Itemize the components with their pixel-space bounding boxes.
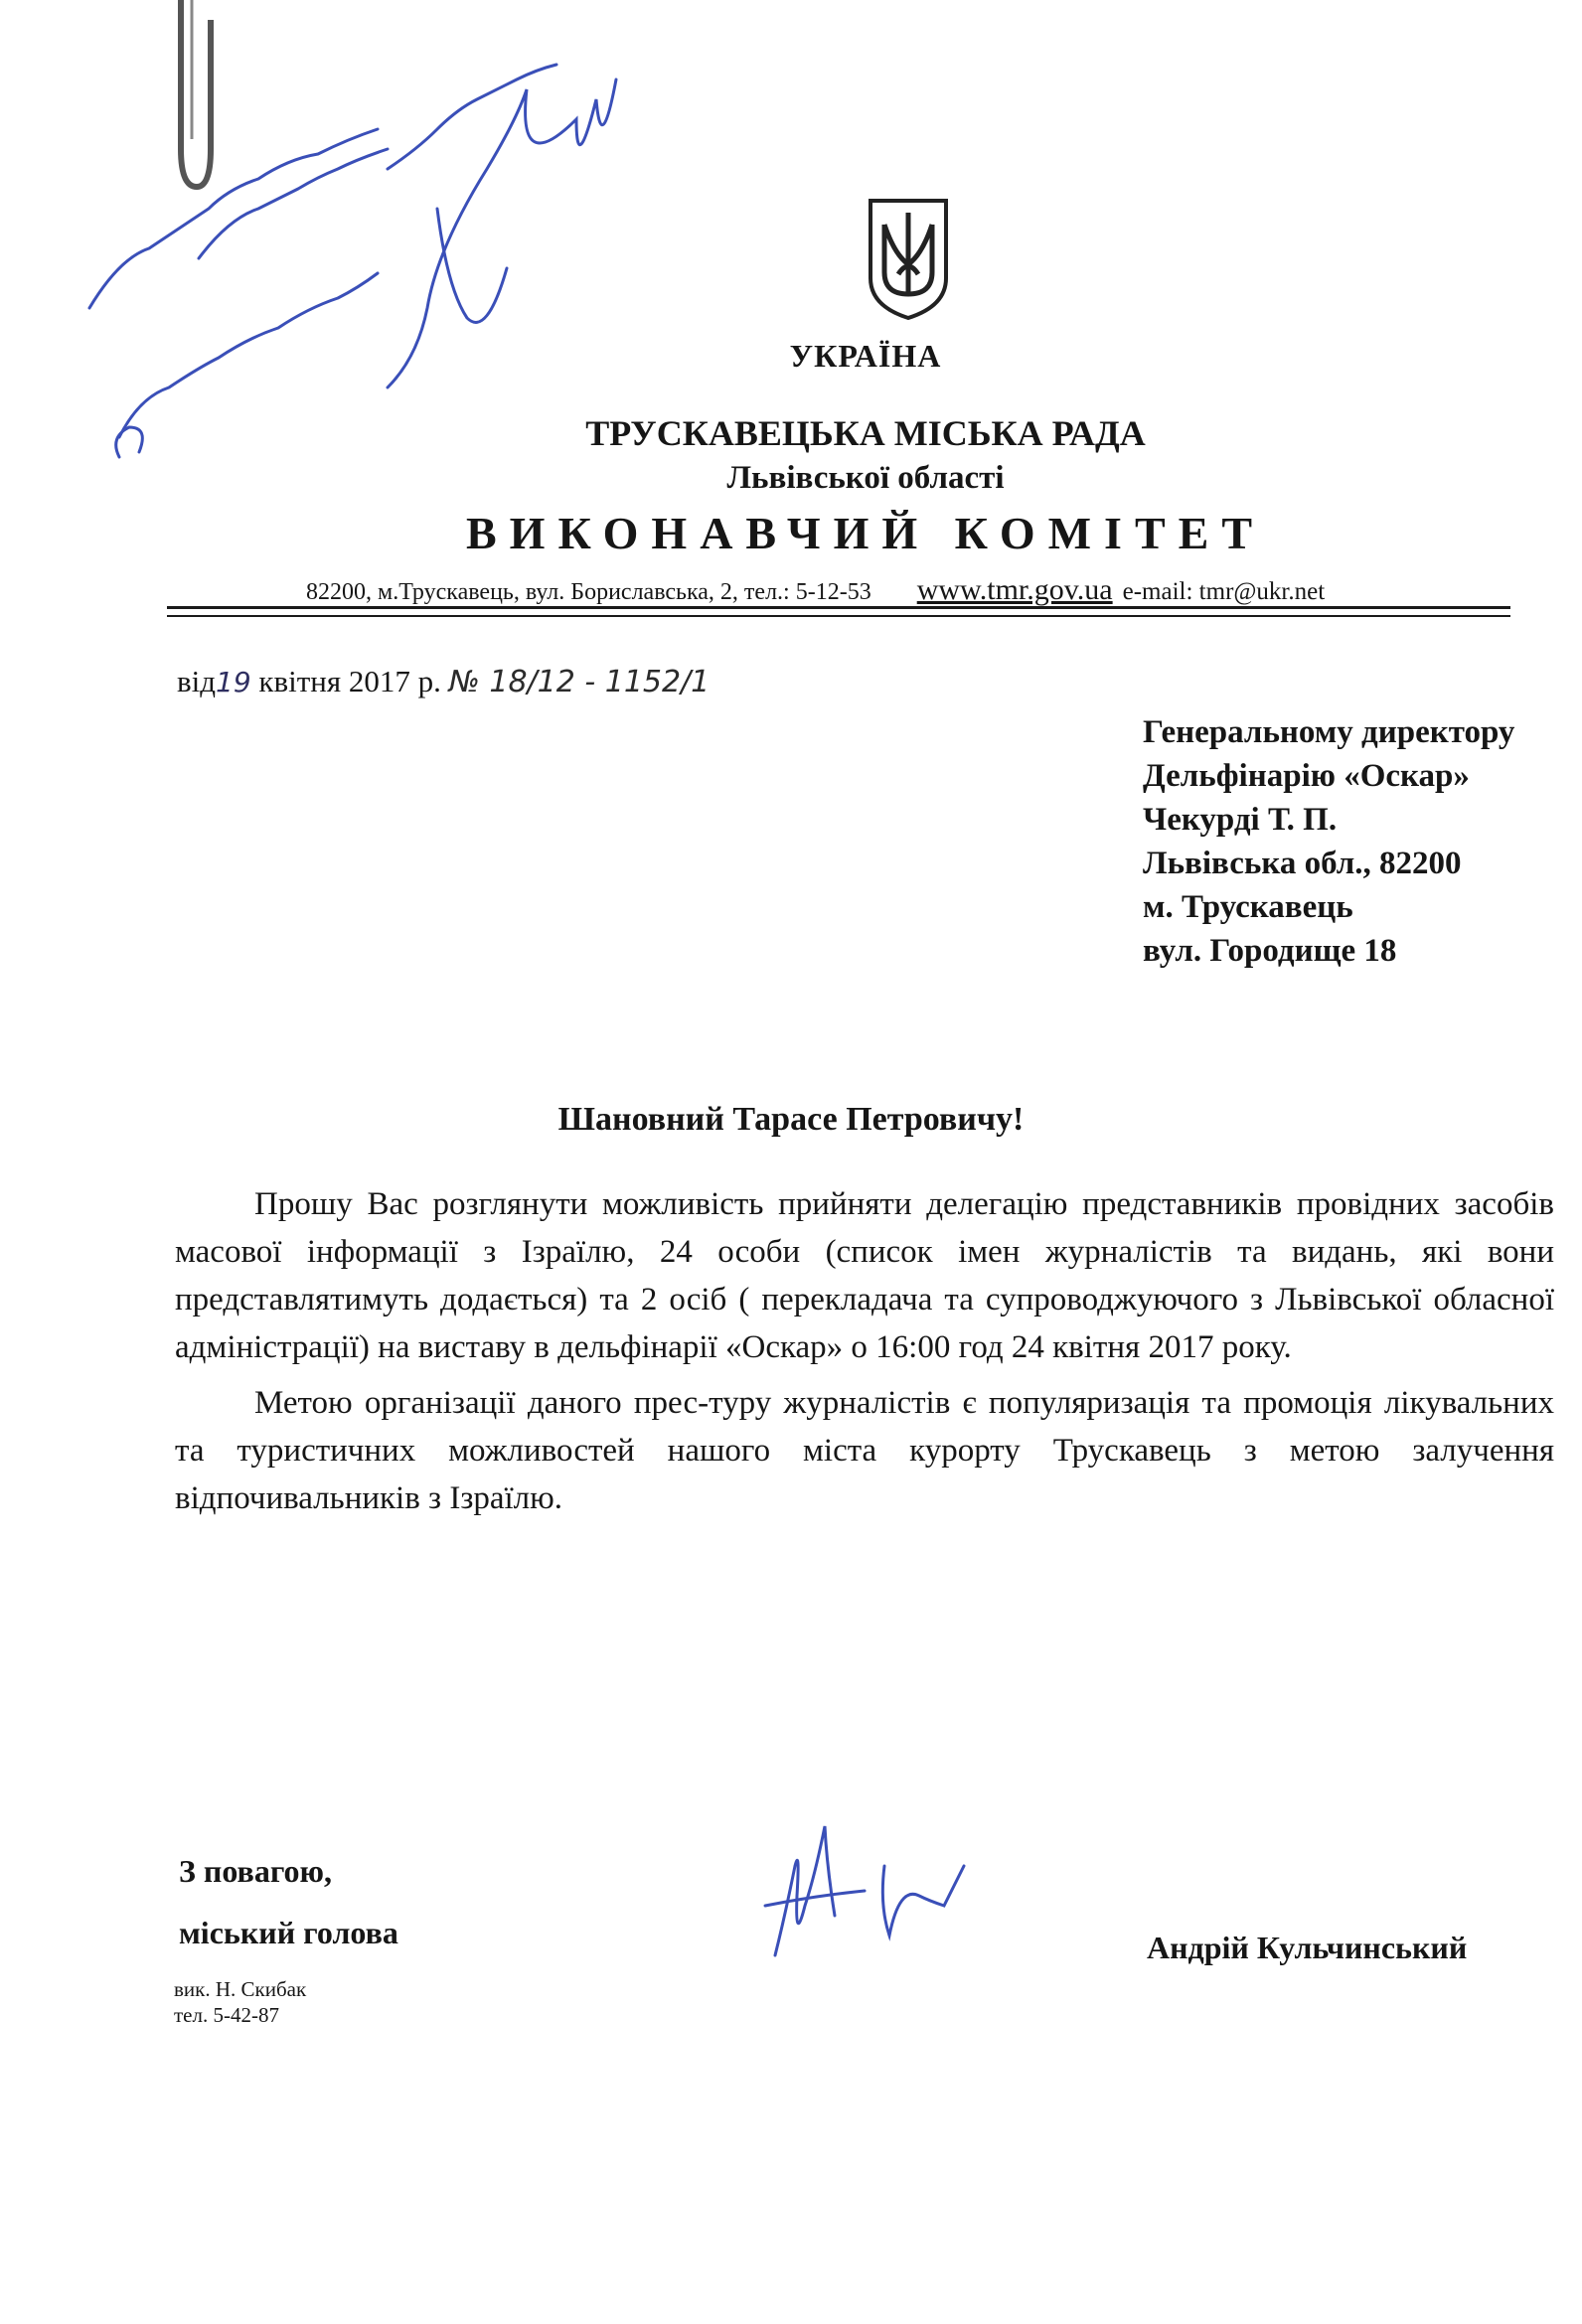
postal-address: 82200, м.Трускавець, вул. Бориславська, 2, тел.: 5-12-53 [306, 579, 871, 605]
header-rule [167, 606, 1510, 609]
addressee-line: вул. Городище 18 [1143, 933, 1397, 969]
date-day: 19 [216, 666, 251, 698]
contact-line [306, 573, 1499, 607]
handwritten-signature [755, 1806, 984, 1965]
trident-coat-of-arms-icon [865, 195, 952, 322]
header-rule-thin [167, 615, 1510, 617]
registration-number: № 18/12 - 1152/1 [448, 665, 711, 699]
body-paragraph: Метою організації даного прес-туру журналістів є популяризація та промоція лікувальних та туристичних можливостей нашого міста курорту Трускавець з метою залучення відпочивальників з Ізраїлю. [175, 1385, 1554, 1516]
council-name: ТРУСКАВЕЦЬКА МІСЬКА РАДА [585, 413, 1146, 453]
closing-block [179, 1840, 398, 1963]
executor-note [174, 1976, 306, 2028]
website-link[interactable]: www.tmr.gov.ua [916, 573, 1113, 606]
addressee-line: Львівська обл., 82200 [1143, 846, 1462, 881]
addressee-line: Генеральному директору [1143, 714, 1515, 750]
closing-regards: З повагою, [179, 1853, 332, 1889]
signatory-name: Андрій Кульчинський [1147, 1930, 1468, 1965]
addressee-line: Чекурді Т. П. [1143, 802, 1338, 838]
executor-phone: тел. 5-42-87 [174, 2003, 279, 2027]
region-name: Львівської області [726, 460, 1005, 496]
country-name: УКРАЇНА [789, 338, 942, 374]
email-address: e-mail: tmr@ukr.net [1122, 578, 1326, 605]
addressee-line: м. Трускавець [1143, 889, 1353, 925]
letter-body [175, 1180, 1554, 1530]
executor-name: вик. Н. Скибак [174, 1977, 307, 2001]
addressee-block [1143, 710, 1514, 973]
committee-name: ВИКОНАВЧИЙ КОМІТЕТ [465, 508, 1265, 558]
date-rest: квітня 2017 р. [258, 664, 441, 698]
signatory-position: міський голова [179, 1915, 398, 1950]
date-prefix: від [177, 664, 217, 698]
salutation: Шановний Тарасе Петровичу! [557, 1101, 1025, 1138]
body-paragraph: Прошу Вас розглянути можливість прийняти делегацію представників провідних засобів масової інформації з Ізраїлю, 24 особи (список імен журналістів та видань, які вони представлятимуть додається) та 2 осіб ( перекладача та супроводжуючого з Львівської обласної адміністрації) на виставу в дельфінарії «Оскар» о 16:00 год 24 квітня 2017 року. [175, 1186, 1554, 1365]
addressee-line: Дельфінарію «Оскар» [1143, 758, 1470, 794]
dateline [177, 664, 710, 699]
